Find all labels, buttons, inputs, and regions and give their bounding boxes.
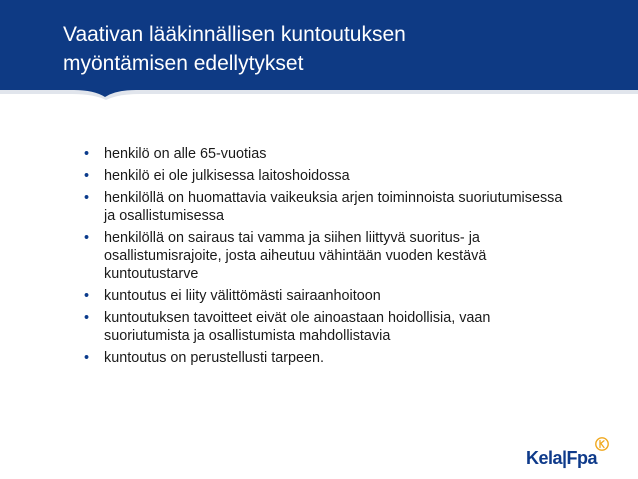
bullet-marker: • [84, 146, 90, 162]
bullet-item [84, 287, 564, 305]
bullet-marker: • [84, 288, 90, 304]
bullet-marker: • [84, 350, 90, 366]
kela-emblem-icon [595, 437, 609, 451]
kela-logo [526, 437, 616, 471]
bullet-marker: • [84, 168, 90, 184]
slide-title [63, 20, 583, 78]
bullet-item [84, 189, 564, 225]
bullet-text: kuntoutus ei liity välittömästi sairaanhoitoon [104, 288, 381, 304]
bullet-text: henkilöllä on huomattavia vaikeuksia arjen toiminnoista suoriutumisessa ja osallistumisessa [104, 190, 563, 224]
bullet-text: henkilö on alle 65-vuotias [104, 146, 267, 162]
slide-title-line-1: Vaativan lääkinnällisen kuntoutuksen [63, 23, 406, 46]
bullet-item [84, 309, 564, 345]
kela-logo-text: Kela|Fpa [526, 448, 598, 468]
bullet-item [84, 349, 564, 367]
bullet-text: kuntoutuksen tavoitteet eivät ole ainoastaan hoidollisia, vaan suoriutumista ja osallistumista mahdollistavia [104, 310, 491, 344]
bullet-marker: • [84, 310, 90, 326]
bullet-item [84, 229, 564, 283]
slide-title-line-2: myöntämisen edellytykset [63, 52, 304, 75]
bullet-item [84, 145, 564, 163]
bullet-item [84, 167, 564, 185]
bullet-list [84, 145, 564, 371]
bullet-text: henkilö ei ole julkisessa laitoshoidossa [104, 168, 350, 184]
bullet-marker: • [84, 190, 90, 206]
bullet-marker: • [84, 230, 90, 246]
bullet-text: henkilöllä on sairaus tai vamma ja siihen liittyvä suoritus- ja osallistumisrajoite, josta aiheutuu vähintään vuoden kestävä kuntoutustarve [104, 230, 487, 282]
bullet-text: kuntoutus on perustellusti tarpeen. [104, 350, 324, 366]
